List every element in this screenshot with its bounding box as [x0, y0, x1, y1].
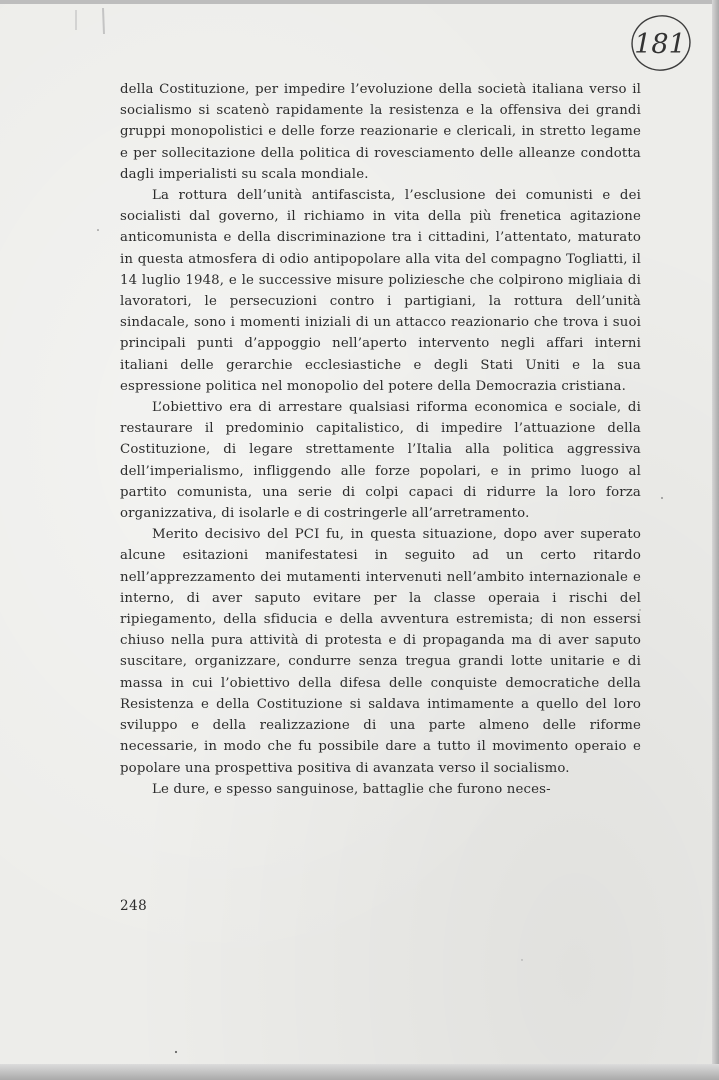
paragraph: La rottura dell’unità antifascista, l’esclusione dei comunisti e dei socialisti dal governo, il richiamo in vita della più frenetica agitazione anticomunista e della discriminazione tra i cittadini, l’attentato, maturato in questa atmosfera di odio antipopolare alla vita del compagno Togliatti, il 14 luglio 1948, e le successive misure poliziesche che colpirono migliaia di lavoratori, le persecuzioni contro i partigiani, la rottura dell’unità sindacale, sono i momenti iniziali di un attacco reazionario che trova i suoi principali punti d’appoggio nell’aperto intervento negli affari interni italiani delle gerarchie ecclesiastiche e degli Stati Uniti e la sua espressione politica nel monopolio del potere della Democrazia cristiana. — [120, 188, 641, 394]
folio-circle-icon — [626, 8, 696, 78]
bottom-scan-edge — [0, 1064, 719, 1080]
folio-mark: 181 — [634, 29, 686, 60]
right-scan-edge — [712, 0, 719, 1080]
paragraph: Merito decisivo del PCI fu, in questa situazione, dopo aver superato alcune esitazioni manifestatesi in seguito ad un certo ritardo nell’apprezzamento dei mutamenti intervenuti nell’ambito internazionale e interno, di aver saputo evitare per la classe operaia i rischi del ripiegamento, della sfiducia e della avventura estremista; di non essersi chiuso nella pura attività di protesta e di propaganda ma di aver saputo suscitare, organizzare, condurre senza tregua grandi lotte unitarie e di massa in cui l’obiettivo della difesa delle conquiste democratiche della Resistenza e della Costituzione si saldava intimamente a quello del loro sviluppo e della realizzazione di una parte almeno delle riforme necessarie, in modo che fu possibile dare a tutto il movimento operaio e popolare una prospettiva positiva di avanzata verso il socialismo. — [120, 527, 641, 776]
top-scan-edge — [0, 0, 719, 4]
handwritten-folio-number — [626, 8, 696, 78]
paragraph-continues: Le dure, e spesso sanguinose, battaglie che furono neces- — [152, 781, 551, 797]
paragraph: L’obiettivo era di arrestare qualsiasi riforma economica e sociale, di restaurare il predominio capitalistico, di impedire l’attuazione della Costituzione, di legare strettamente l’Italia alla politica aggressiva dell’imperialismo, infliggendo alle forze popolari, e in primo luogo al partito comunista, una serie di colpi capaci di ridurre la loro forza organizzativa, di isolarle e di costringerle all’arretramento. — [120, 400, 641, 522]
page-number: 248 — [120, 898, 148, 914]
paragraph-continued: della Costituzione, per impedire l’evoluzione della società italiana verso il socialismo si scatenò rapidamente la resistenza e la offensiva dei grandi gruppi monopolistici e delle forze reazionarie e clericali, in stretto legame e per sollecitazione della politica di rovesciamento delle alleanze condotta dagli imperialisti su scala mondiale. — [120, 82, 641, 182]
page-body-text — [120, 79, 641, 800]
